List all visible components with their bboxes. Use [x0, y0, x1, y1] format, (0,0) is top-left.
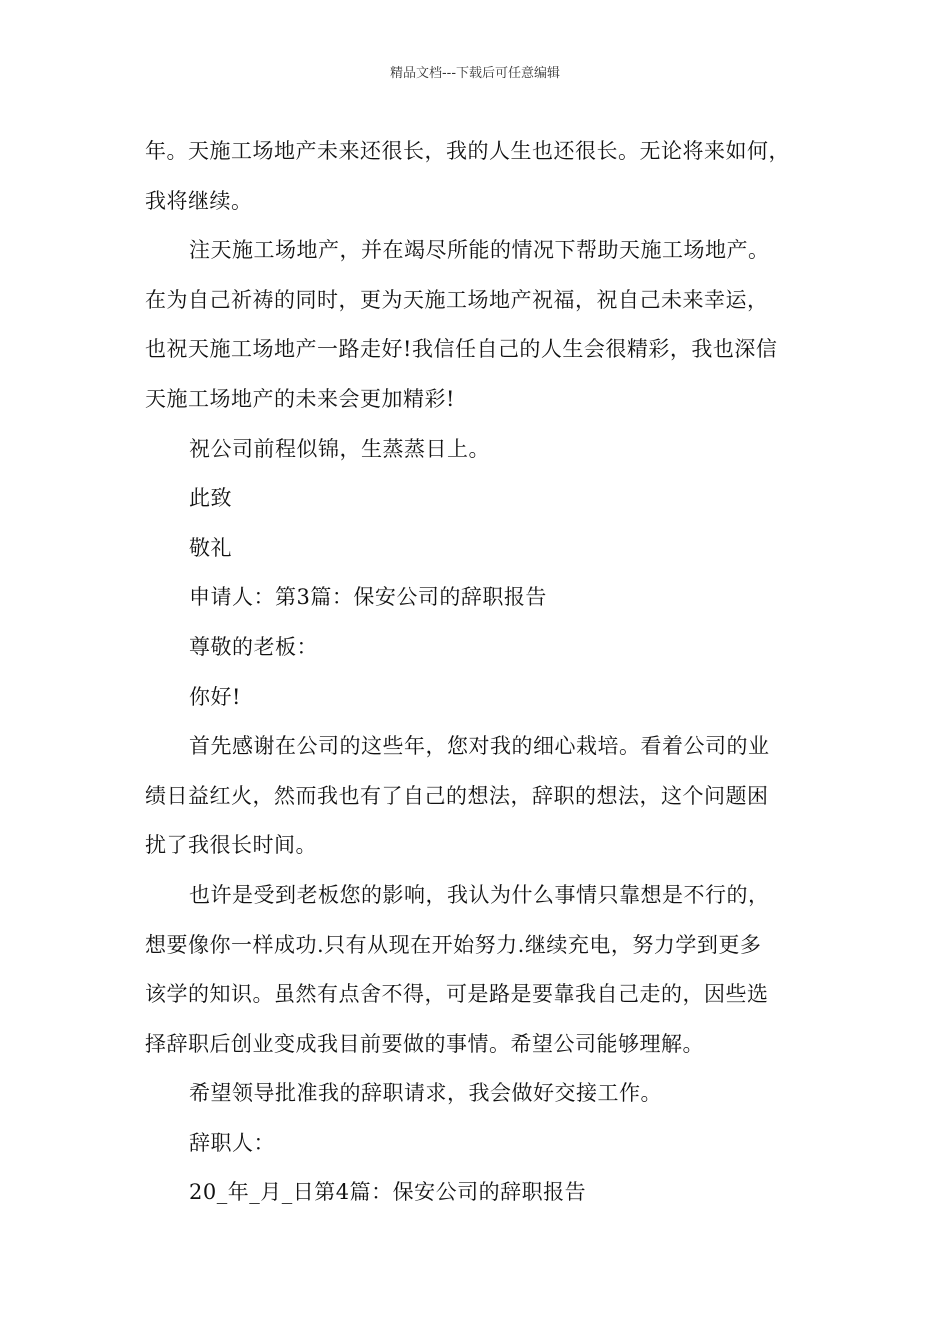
text-line: 该学的知识。虽然有点舍不得，可是路是要靠我自己走的，因些选: [145, 982, 769, 1007]
text-line: 也祝天施工场地产一路走好!我信任自己的人生会很精彩，我也深信: [145, 337, 778, 362]
text-line: 我将继续。: [145, 188, 253, 213]
text-line: 注天施工场地产，并在竭尽所能的情况下帮助天施工场地产。: [189, 238, 770, 263]
text-line: 辞职人：: [189, 1130, 275, 1155]
document-body: [145, 127, 815, 1218]
text-line: 也许是受到老板您的影响，我认为什么事情只靠想是不行的，: [189, 882, 770, 907]
text-line: 20_年_月_日第4篇：保安公司的辞职报告: [189, 1180, 587, 1205]
text-line: 绩日益红火，然而我也有了自己的想法，辞职的想法，这个问题困: [145, 783, 769, 808]
text-line: 你好!: [189, 684, 241, 709]
text-line: 首先感谢在公司的这些年，您对我的细心栽培。看着公司的业: [189, 734, 770, 759]
text-line: 想要像你一样成功.只有从现在开始努力.继续充电，努力学到更多: [145, 932, 762, 957]
text-line: 此致: [189, 486, 232, 511]
text-line: 希望领导批准我的辞职请求，我会做好交接工作。: [189, 1081, 662, 1106]
text-line: 天施工场地产的未来会更加精彩!: [145, 386, 455, 411]
text-line: 祝公司前程似锦，生蒸蒸日上。: [189, 436, 490, 461]
text-line: 择辞职后创业变成我目前要做的事情。希望公司能够理解。: [145, 1031, 704, 1056]
text-line: 尊敬的老板：: [189, 634, 318, 659]
text-line: 敬礼: [189, 535, 232, 560]
text-line: 扰了我很长时间。: [145, 833, 317, 858]
page-header: 精品文档---下载后可任意编辑: [389, 66, 561, 81]
text-line: 年。天施工场地产未来还很长，我的人生也还很长。无论将来如何，: [145, 139, 790, 163]
text-line: 申请人：第3篇：保安公司的辞职报告: [189, 585, 547, 610]
text-line: 在为自己祈祷的同时，更为天施工场地产祝福，祝自己未来幸运，: [145, 287, 769, 312]
